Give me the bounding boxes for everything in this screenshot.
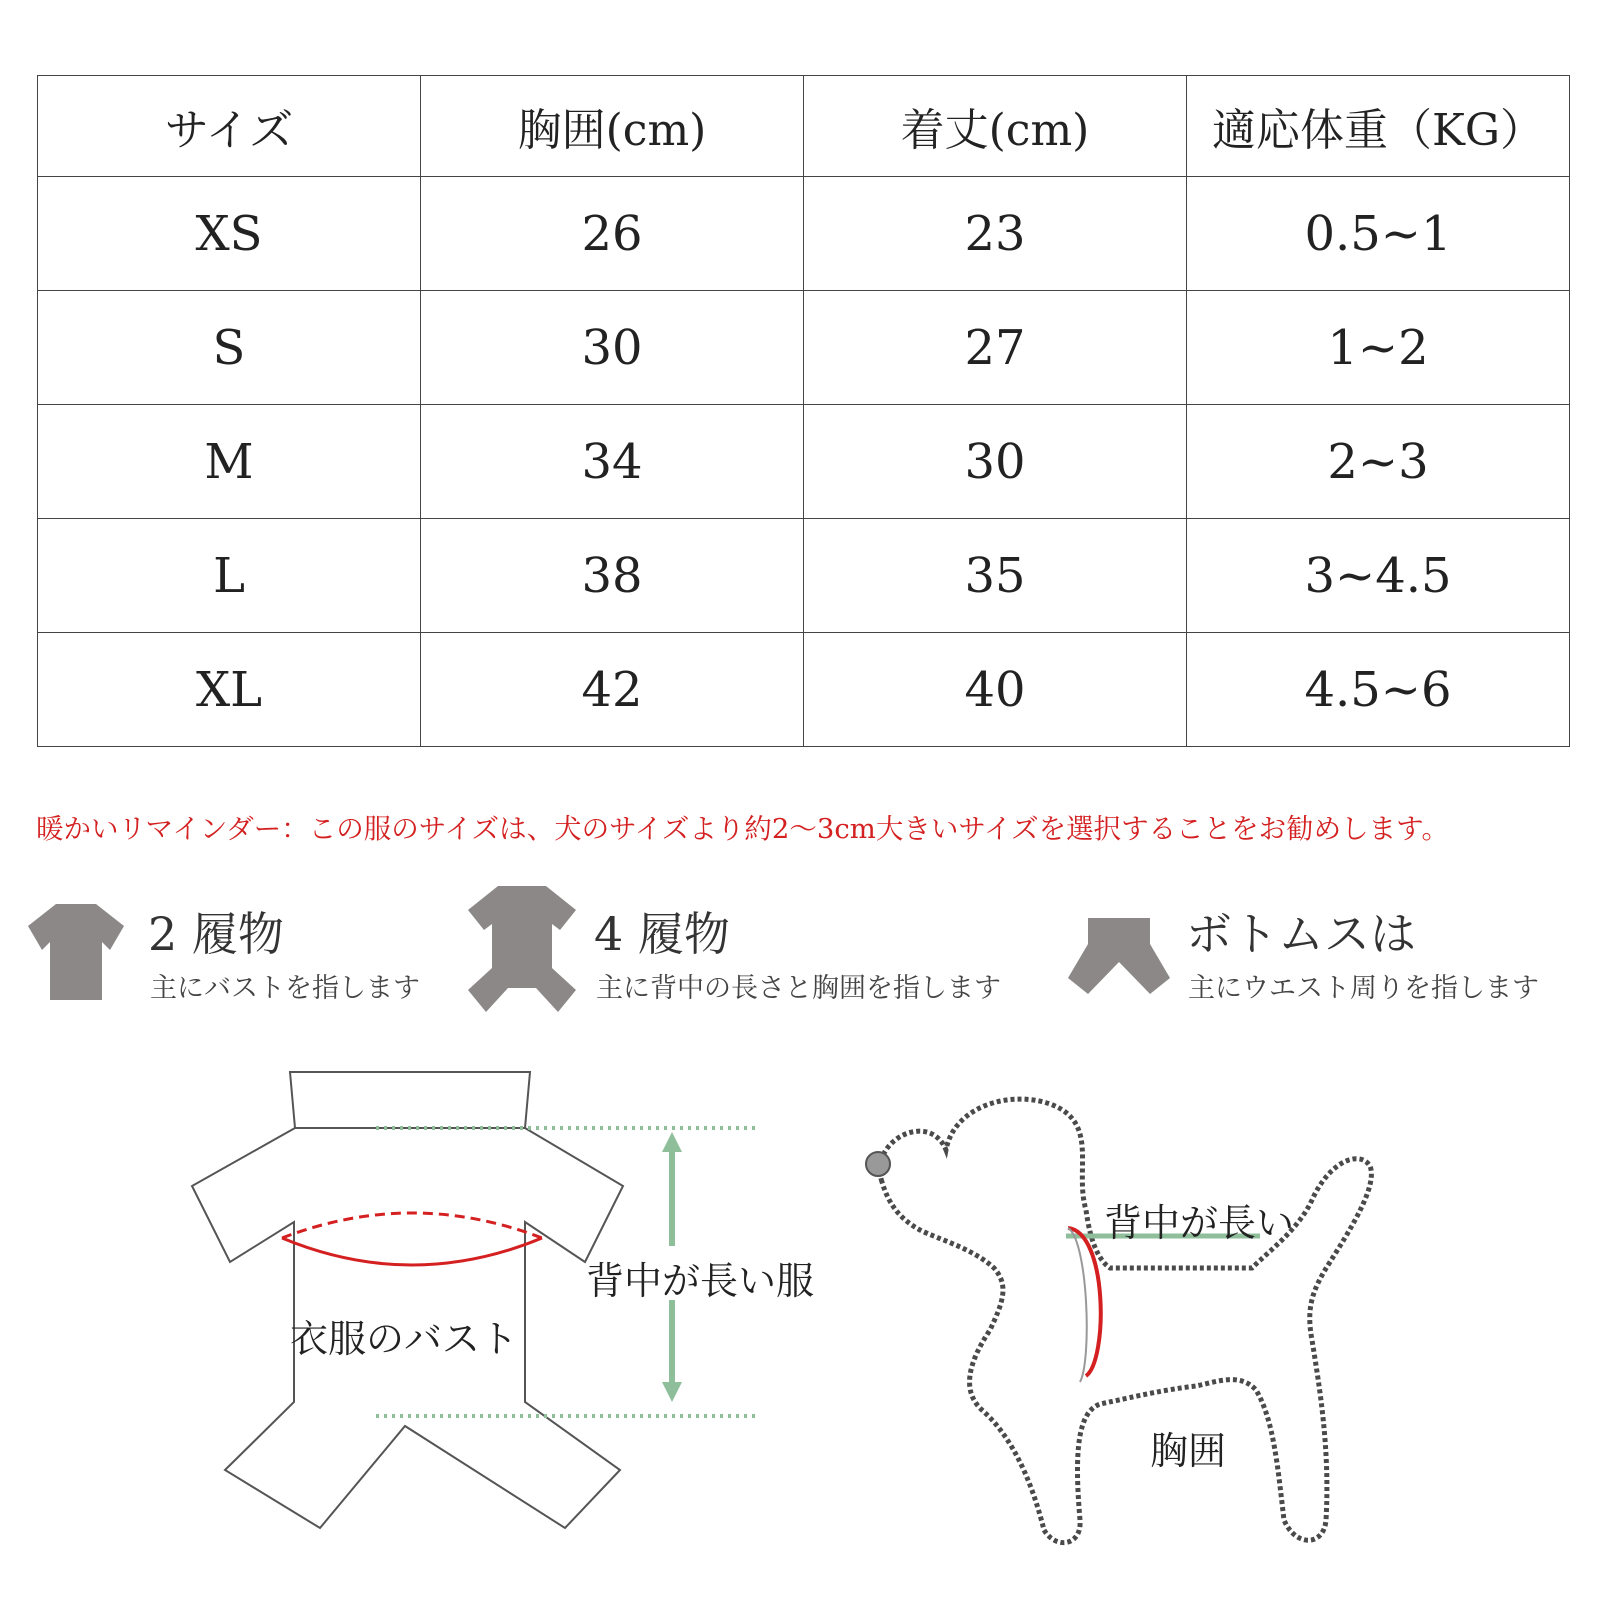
cell-chest: 38 <box>421 519 804 633</box>
cell-chest: 30 <box>421 291 804 405</box>
table-row <box>38 519 1570 633</box>
legend-title-four-leg: 4 履物 <box>594 907 730 961</box>
cell-size: XL <box>38 633 421 747</box>
cell-size: S <box>38 291 421 405</box>
cell-length: 27 <box>804 291 1187 405</box>
legend-subtitle-bottoms: 主にウエスト周りを指します <box>1188 973 1539 1004</box>
cell-weight: 4.5~6 <box>1187 633 1570 747</box>
bottoms-icon <box>1066 916 1172 996</box>
table-row <box>38 177 1570 291</box>
cell-size: L <box>38 519 421 633</box>
header-size: サイズ <box>38 76 421 177</box>
cell-size: M <box>38 405 421 519</box>
cell-weight: 2~3 <box>1187 405 1570 519</box>
legend-subtitle-two-leg: 主にバストを指します <box>150 973 420 1004</box>
cell-weight: 0.5~1 <box>1187 177 1570 291</box>
size-table <box>37 75 1570 747</box>
table-header-row <box>38 76 1570 177</box>
cell-length: 30 <box>804 405 1187 519</box>
table-row <box>38 633 1570 747</box>
dog-chest-label: 胸囲 <box>1150 1429 1227 1473</box>
header-weight: 適応体重（KG） <box>1187 76 1570 177</box>
legend-title-bottoms: ボトムスは <box>1186 907 1416 961</box>
header-chest: 胸囲(cm) <box>421 76 804 177</box>
garment-collar <box>290 1072 530 1128</box>
cell-chest: 42 <box>421 633 804 747</box>
cell-chest: 34 <box>421 405 804 519</box>
header-length: 着丈(cm) <box>804 76 1187 177</box>
table-row <box>38 291 1570 405</box>
cell-length: 23 <box>804 177 1187 291</box>
dog-measurement-diagram <box>860 1090 1420 1570</box>
size-reminder: 暖かいリマインダー：この服のサイズは、犬のサイズより約2〜3cm大きいサイズを選択することをお勧めします。 <box>36 813 1449 845</box>
dog-back-label: 背中が長い <box>1104 1201 1295 1245</box>
garment-back-length-label: 背中が長い服 <box>586 1259 815 1303</box>
two-leg-garment-icon <box>26 902 126 1002</box>
cell-length: 35 <box>804 519 1187 633</box>
legend-subtitle-four-leg: 主に背中の長さと胸囲を指します <box>596 973 1001 1004</box>
dog-nose <box>866 1152 890 1176</box>
garment-bust-label: 衣服のバスト <box>290 1317 519 1361</box>
dog-silhouette <box>880 1099 1371 1543</box>
table-row <box>38 405 1570 519</box>
legend-title-two-leg: 2 履物 <box>148 907 284 961</box>
cell-weight: 1~2 <box>1187 291 1570 405</box>
cell-length: 40 <box>804 633 1187 747</box>
cell-size: XS <box>38 177 421 291</box>
cell-weight: 3~4.5 <box>1187 519 1570 633</box>
four-leg-garment-icon <box>466 884 578 1014</box>
cell-chest: 26 <box>421 177 804 291</box>
